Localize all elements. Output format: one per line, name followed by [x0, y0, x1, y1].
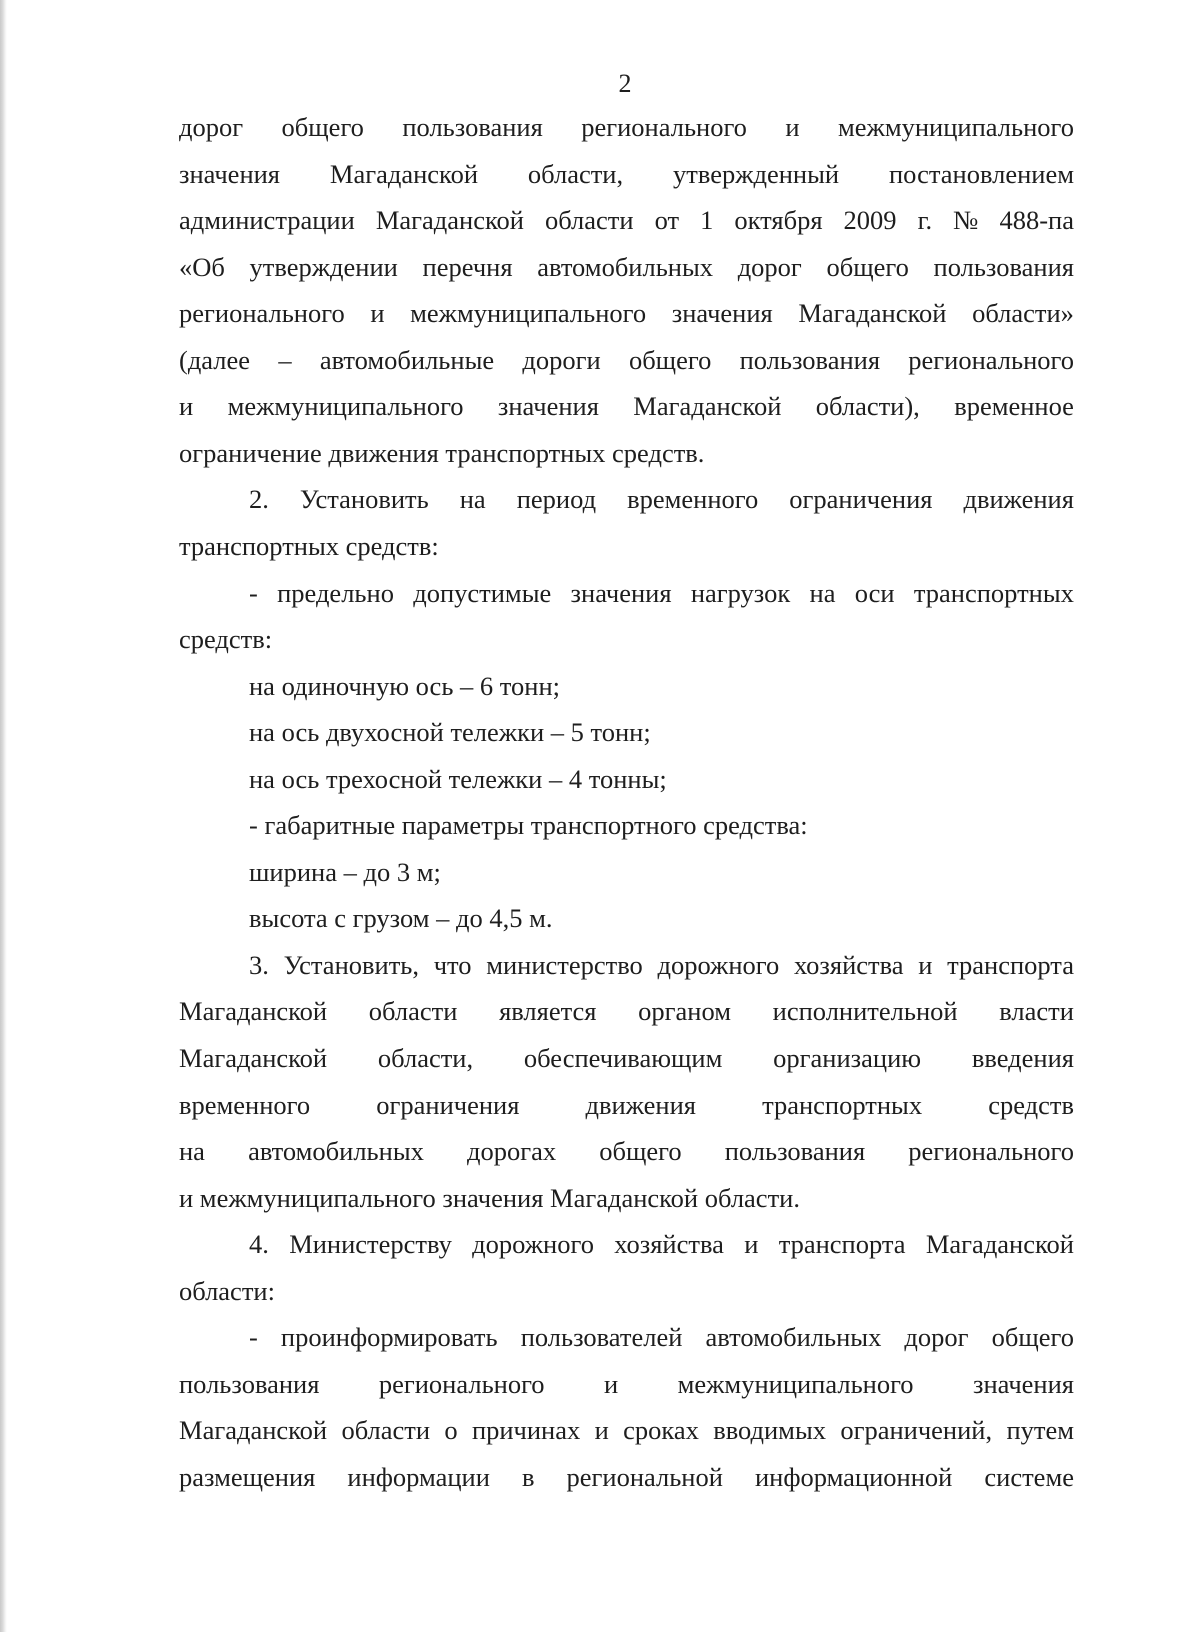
text-line: [249, 1321, 1074, 1353]
word: что: [433, 949, 472, 980]
word: регионального: [581, 112, 747, 142]
word: органом: [638, 996, 731, 1027]
word: Магаданской: [179, 996, 328, 1027]
word: средств: [988, 1089, 1074, 1120]
text-line: [179, 995, 1074, 1027]
word: межмуниципального: [227, 391, 464, 422]
word: дорог: [179, 112, 244, 142]
word: 4.: [249, 1229, 269, 1260]
word: Установить,: [283, 949, 419, 980]
word: и: [370, 298, 385, 329]
word: информационной: [754, 1461, 953, 1492]
word: области: [544, 205, 634, 236]
text-line: на ось двухосной тележки – 5 тонн;: [249, 717, 651, 748]
word: от: [654, 205, 680, 236]
word: перечня: [422, 251, 513, 282]
word: оси: [854, 577, 895, 608]
word: Магаданской: [179, 1415, 328, 1446]
word: общего: [599, 1136, 682, 1167]
word: 3.: [249, 949, 269, 980]
word: пользования: [739, 344, 881, 375]
word: значения: [972, 1368, 1074, 1399]
word: межмуниципального: [410, 298, 647, 329]
word: постановлением: [889, 158, 1074, 189]
word: регионального: [179, 298, 345, 329]
word: движения: [963, 484, 1074, 515]
word: области),: [815, 391, 920, 422]
word: о: [444, 1415, 458, 1446]
word: г.: [917, 205, 933, 236]
word: Министерству: [289, 1229, 452, 1260]
word: –: [278, 344, 292, 375]
word: пользования: [179, 1368, 320, 1399]
word: дорог: [737, 251, 802, 282]
text-line: [179, 344, 1074, 376]
word: информации: [347, 1461, 490, 1492]
word: значения: [497, 391, 599, 422]
word: пользования: [933, 251, 1074, 282]
word: движения: [585, 1089, 696, 1120]
word: «Об: [179, 251, 225, 282]
word: 2009: [843, 205, 897, 236]
word: значения: [179, 158, 280, 189]
word: области,: [527, 158, 624, 189]
word: регионального: [908, 344, 1074, 375]
word: проинформировать: [280, 1322, 498, 1353]
word: вводимых: [713, 1415, 827, 1446]
word: введения: [971, 1043, 1074, 1073]
text-line: средств:: [179, 624, 273, 654]
word: Магаданской: [633, 391, 782, 422]
text-line: [179, 1135, 1074, 1167]
word: допустимые: [413, 577, 552, 608]
word: администрации: [179, 205, 355, 236]
word: дорог: [904, 1322, 969, 1353]
word: сроках: [623, 1415, 699, 1446]
text-line: [179, 111, 1074, 143]
text-line: транспортных средств:: [179, 531, 439, 561]
text-line: [179, 1461, 1074, 1493]
word: и: [785, 112, 800, 142]
text-line: [179, 1414, 1074, 1446]
text-line: [249, 949, 1074, 981]
text-line: [179, 1089, 1074, 1121]
page-edge-shadow: [0, 0, 7, 1632]
word: хозяйства: [614, 1229, 724, 1260]
word: (далее: [179, 344, 251, 375]
word: 2.: [249, 484, 269, 515]
word: значения: [671, 298, 773, 329]
word: власти: [999, 996, 1074, 1027]
word: межмуниципального: [677, 1368, 914, 1399]
word: регионального: [378, 1368, 545, 1399]
word: временного: [179, 1089, 311, 1120]
word: размещения: [179, 1461, 316, 1492]
word: октября: [734, 205, 823, 236]
text-line: [249, 1228, 1074, 1260]
word: №: [953, 205, 979, 236]
word: Магаданской: [798, 298, 947, 329]
text-line: [179, 158, 1074, 190]
word: автомобильных: [705, 1322, 882, 1353]
word: транспорта: [778, 1229, 906, 1260]
word: общего: [281, 112, 364, 142]
word: временного: [627, 484, 759, 515]
word: автомобильные: [319, 344, 495, 375]
text-line: ширина – до 3 м;: [249, 856, 441, 887]
word: автомобильных: [537, 251, 714, 282]
word: путем: [1006, 1415, 1074, 1446]
text-line: [179, 251, 1074, 283]
word: предельно: [277, 577, 394, 608]
word: ограничения: [789, 484, 933, 515]
word: пользования: [724, 1136, 866, 1167]
word: региональной: [566, 1461, 723, 1492]
word: общего: [826, 251, 909, 282]
word: министерство: [486, 949, 643, 980]
word: хозяйства: [793, 949, 904, 980]
text-line: [249, 577, 1074, 609]
word: на: [809, 577, 836, 608]
word: Магаданской: [329, 158, 478, 189]
text-line: высота с грузом – до 4,5 м.: [249, 903, 553, 934]
word: утвержденный: [673, 158, 840, 189]
word: области: [368, 996, 458, 1027]
word: автомобильных: [248, 1136, 424, 1167]
word: общего: [991, 1322, 1074, 1353]
word: обеспечивающим: [523, 1043, 723, 1073]
word: транспорта: [947, 949, 1074, 980]
word: и: [594, 1415, 609, 1446]
word: нагрузок: [690, 577, 791, 608]
text-line: [249, 483, 1074, 515]
word: дорожного: [472, 1229, 594, 1260]
word: ограничений,: [840, 1415, 993, 1446]
word: межмуниципального: [838, 112, 1074, 142]
word: причинах: [471, 1415, 581, 1446]
word: дорогах: [467, 1136, 557, 1167]
page-number: 2: [618, 69, 632, 98]
word: и: [918, 949, 933, 980]
word: на: [459, 484, 486, 515]
text-line: на ось трехосной тележки – 4 тонны;: [249, 763, 667, 794]
text-line: [179, 390, 1074, 422]
word: организацию: [773, 1043, 922, 1073]
word: значения: [570, 577, 672, 608]
word: период: [516, 484, 597, 515]
word: дорожного: [657, 949, 780, 980]
text-line: области:: [179, 1275, 275, 1306]
word: транспортных: [762, 1089, 923, 1120]
word: Установить: [299, 484, 429, 515]
word: системе: [984, 1461, 1074, 1492]
word: и: [744, 1229, 759, 1260]
word: Магаданской: [925, 1229, 1074, 1260]
word: 488-па: [999, 205, 1074, 236]
word: транспортных: [913, 577, 1074, 608]
word: 1: [700, 205, 714, 236]
word: Магаданской: [375, 205, 524, 236]
word: в: [521, 1461, 535, 1492]
text-line: на одиночную ось – 6 тонн;: [249, 670, 560, 701]
word: дороги: [522, 344, 601, 375]
word: исполнительной: [772, 996, 958, 1027]
word: временное: [954, 391, 1074, 422]
word: и: [603, 1368, 619, 1399]
word: -: [249, 577, 258, 608]
text-line: [179, 1042, 1074, 1074]
word: области,: [377, 1043, 474, 1073]
word: на: [179, 1136, 205, 1167]
text-line: ограничение движения транспортных средств.: [179, 437, 705, 468]
word: области: [341, 1415, 431, 1446]
text-line: и межмуниципального значения Магаданской области.: [179, 1182, 800, 1213]
word: ограничения: [376, 1089, 520, 1120]
word: области»: [972, 298, 1074, 329]
word: регионального: [908, 1136, 1074, 1167]
word: -: [249, 1322, 258, 1353]
word: утверждении: [249, 251, 398, 282]
word: Магаданской: [179, 1043, 328, 1073]
word: и: [179, 391, 194, 422]
word: пользователей: [520, 1322, 683, 1353]
text-line: [179, 1368, 1074, 1400]
word: является: [499, 996, 597, 1027]
text-line: - габаритные параметры транспортного средства:: [249, 810, 808, 841]
word: пользования: [402, 112, 543, 142]
word: общего: [628, 344, 712, 375]
text-line: [179, 297, 1074, 329]
text-line: [179, 204, 1074, 236]
